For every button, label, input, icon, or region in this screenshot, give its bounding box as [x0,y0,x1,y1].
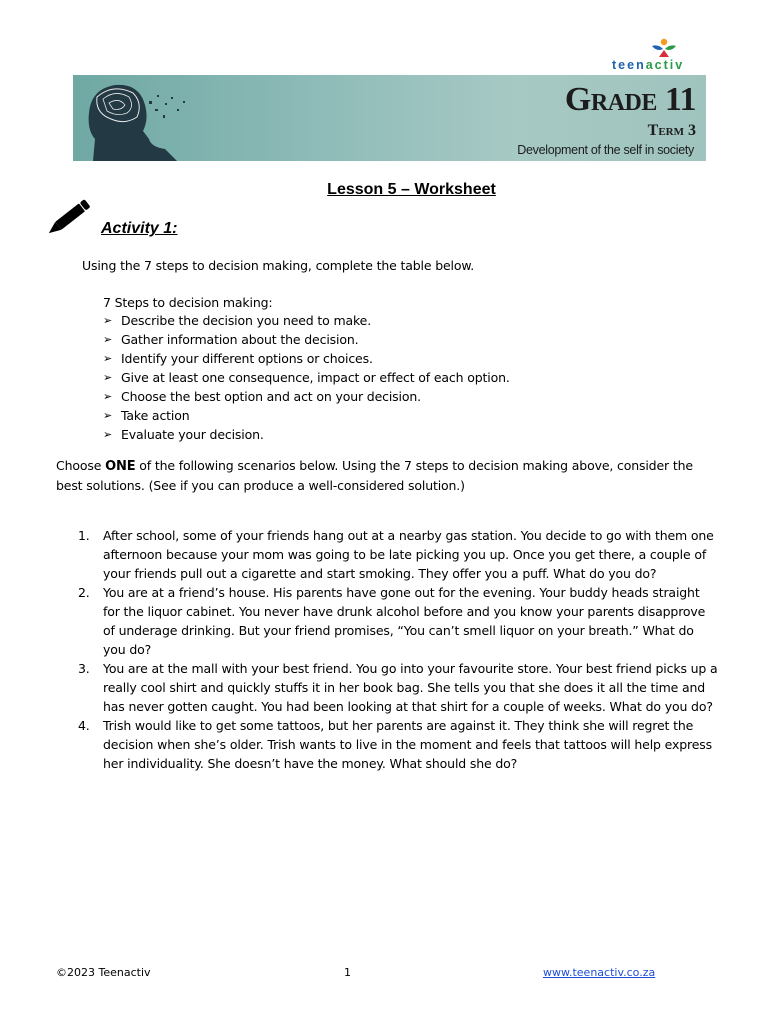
step-text: Take action [121,408,190,423]
list-item [103,368,510,387]
intro-text: Using the 7 steps to decision making, complete the table below. [82,258,475,273]
banner-term: Term 3 [647,122,696,139]
footer-website-link[interactable]: www.teenactiv.co.za [543,966,656,979]
arrow-bullet-icon: ➢ [103,428,113,441]
steps-heading: 7 Steps to decision making: [103,295,273,310]
arrow-bullet-icon: ➢ [103,314,113,327]
banner-grade: Grade 11 [564,81,696,118]
scenario-number: 1. [78,528,90,543]
lesson-title: Lesson 5 – Worksheet [327,181,496,198]
scenario-number: 4. [78,718,90,733]
activity-heading: Activity 1: [101,220,178,237]
arrow-bullet-icon: ➢ [103,390,113,403]
banner-subtitle: Development of the self in society [517,143,694,157]
logo-teen: teen [612,58,646,72]
choose-after: of the following scenarios below. Using the 7 steps to decision making above, consider the best solutions. (See if you can produce a well-considered solution.) [56,458,693,493]
scenario-item [56,583,720,659]
arrow-bullet-icon: ➢ [103,409,113,422]
list-item [103,349,510,368]
scenario-item [56,716,720,773]
scenario-text: You are at the mall with your best friend. You go into your favourite store. Your best friend picks up a really cool shirt and quickly stuffs it in her book bag. She tells you that she does it all the time and has never gotten caught. You had been looking at that shirt for a couple of weeks. What do you do? [103,661,718,714]
scenario-number: 2. [78,585,90,600]
step-text: Give at least one consequence, impact or effect of each option. [121,370,510,385]
scenario-item [56,659,720,716]
arrow-bullet-icon: ➢ [103,371,113,384]
footer-page-number: 1 [344,966,351,979]
step-text: Identify your different options or choices. [121,351,373,366]
choose-emphasis: ONE [105,459,136,474]
scenario-number: 3. [78,661,90,676]
logo-text [612,58,684,72]
grade-banner [73,75,706,161]
step-text: Evaluate your decision. [121,427,264,442]
steps-list [103,311,510,444]
choose-instruction [56,456,716,495]
scenario-text: After school, some of your friends hang out at a nearby gas station. You decide to go with them one afternoon because your mom was going to be late picking you up. Once you get there, a couple of your friends pull out a cigarette and start smoking. They offer you a puff. What do you do? [103,528,714,581]
footer-copyright: ©2023 Teenactiv [56,966,151,979]
list-item [103,406,510,425]
step-text: Describe the decision you need to make. [121,313,372,328]
arrow-bullet-icon: ➢ [103,352,113,365]
arrow-bullet-icon: ➢ [103,333,113,346]
step-text: Choose the best option and act on your decision. [121,389,421,404]
scenario-list [56,526,720,773]
list-item [103,311,510,330]
list-item [103,330,510,349]
scenario-text: Trish would like to get some tattoos, but her parents are against it. They think she will regret the decision when she’s older. Trish wants to live in the moment and feels that tattoos will help express her individuality. She doesn’t have the money. What should she do? [103,718,712,771]
pencil-icon [42,195,92,243]
list-item [103,425,510,444]
step-text: Gather information about the decision. [121,332,359,347]
list-item [103,387,510,406]
teenactiv-logo [608,38,720,74]
scenario-text: You are at a friend’s house. His parents have gone out for the evening. Your buddy heads straight for the liquor cabinet. You never have drunk alcohol before and you know your parents disapprove of underage drinking. But your friend promises, “You can’t smell liquor on your breath.” What do you do? [103,585,706,657]
head-silhouette-image [73,75,213,161]
teenactiv-logo-icon [608,38,720,60]
choose-before: Choose [56,458,106,473]
logo-activ: activ [645,58,685,72]
scenario-item [56,526,720,583]
